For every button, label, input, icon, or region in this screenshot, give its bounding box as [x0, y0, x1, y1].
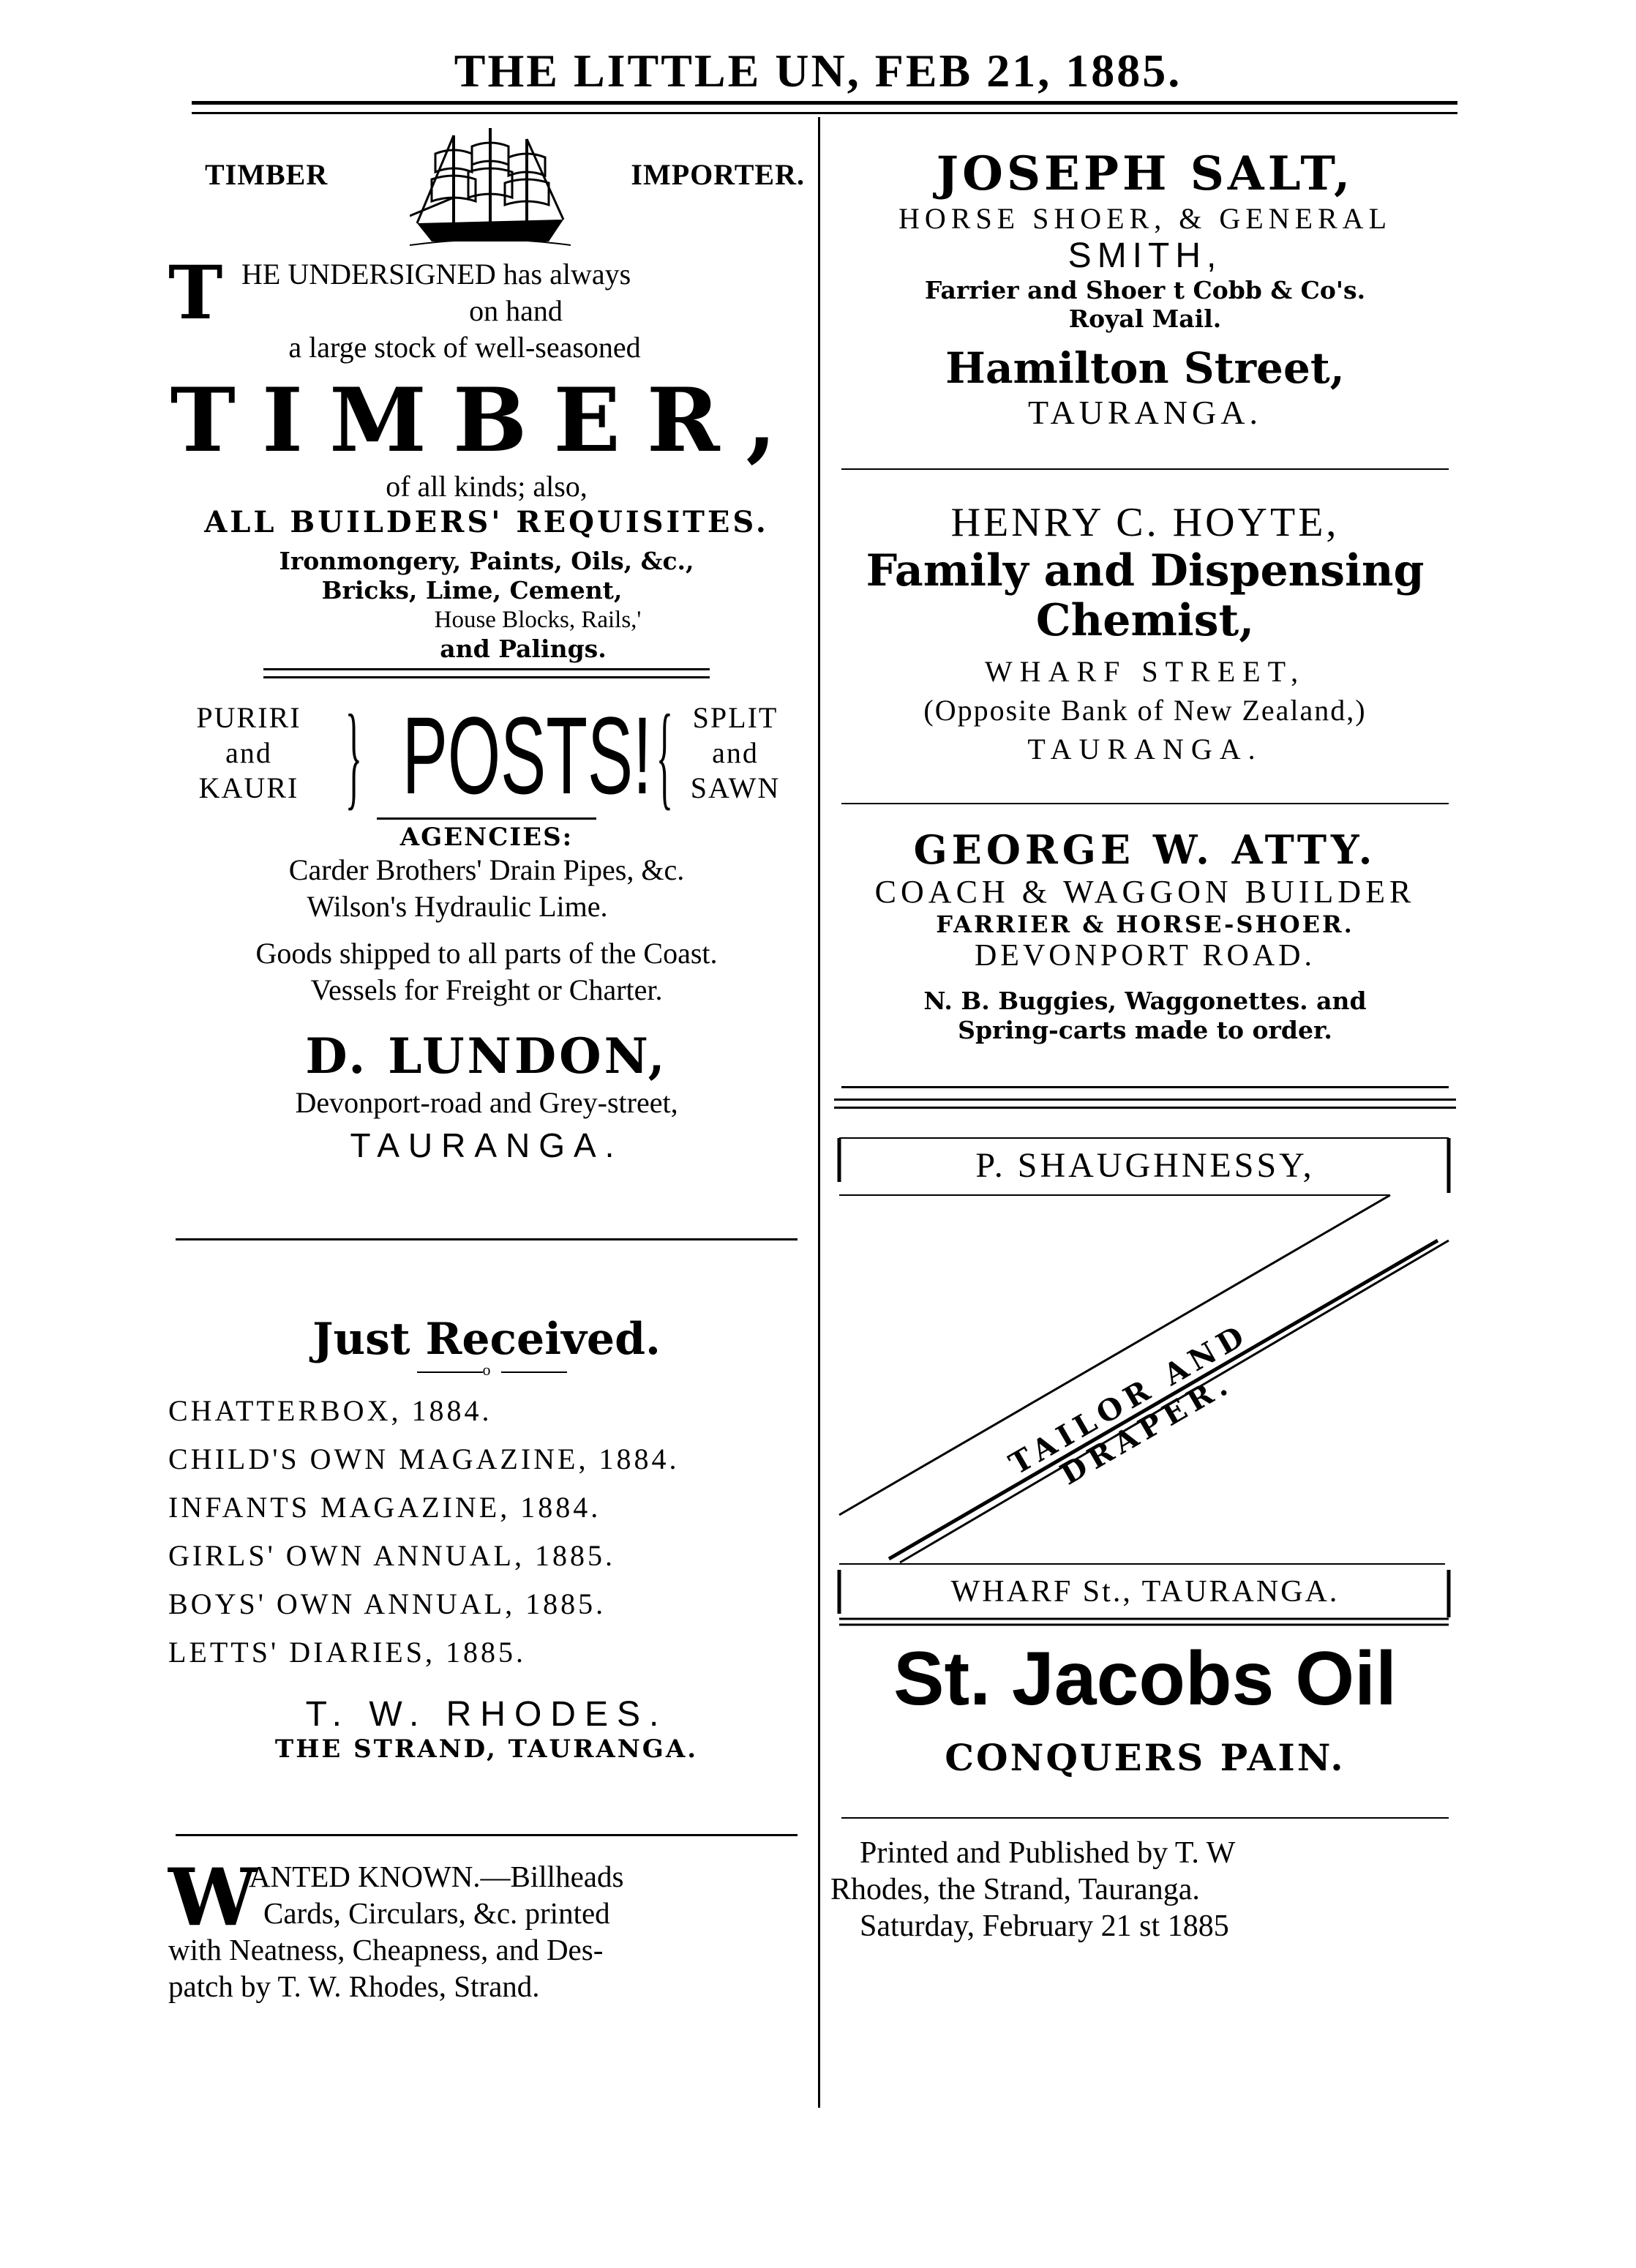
- section-rule-2: [176, 1834, 798, 1836]
- rhodes-address: THE STRAND, TAURANGA.: [274, 1734, 699, 1764]
- salt-trade: HORSE SHOER, & GENERAL: [898, 202, 1392, 235]
- shaughnessy-address: WHARF St., TAURANGA.: [950, 1575, 1340, 1609]
- salt-town: TAURANGA.: [1028, 394, 1262, 431]
- book-item-4: GIRLS' OWN ANNUAL, 1885.: [168, 1539, 615, 1572]
- intro-line-1: HE UNDERSIGNED has always: [241, 258, 631, 291]
- agencies-rule: [377, 817, 596, 820]
- items-line-1: Ironmongery, Paints, Oils, &c.,: [279, 547, 694, 575]
- right-rule-3: [841, 1086, 1449, 1088]
- kinds-line: of all kinds; also,: [386, 470, 588, 503]
- agency-1: Carder Brothers' Drain Pipes, &c.: [288, 853, 685, 886]
- lundon-town: TAURANGA.: [350, 1126, 623, 1164]
- shaughnessy-name: P. SHAUGHNESSY,: [975, 1146, 1315, 1185]
- timber-heading-left: TIMBER: [205, 158, 329, 191]
- items-line-4: and Palings.: [440, 635, 607, 663]
- lundon-name: D. LUNDON,: [305, 1028, 668, 1085]
- column-rule: [818, 117, 820, 2108]
- atty-name: GEORGE W. ATTY.: [913, 826, 1377, 873]
- right-rule-5: [841, 1817, 1449, 1819]
- goods-line: Goods shipped to all parts of the Coast.: [255, 937, 718, 970]
- posts-block: [168, 690, 805, 820]
- intro-line-2: on hand: [469, 294, 563, 327]
- shaughnessy-advertisement: [830, 1109, 1460, 1636]
- posts-rule: [263, 668, 710, 678]
- intro-line-3: a large stock of well-seasoned: [288, 331, 641, 364]
- wanted-line-3: with Neatness, Cheapness, and Des-: [168, 1933, 604, 1966]
- jacobs-advertisement: [830, 1636, 1460, 1779]
- masthead-rule: [192, 101, 1457, 114]
- right-rule-2: [841, 803, 1449, 804]
- salt-advertisement: [830, 146, 1460, 432]
- agencies-heading: AGENCIES:: [399, 823, 574, 852]
- salt-mail: Royal Mail.: [1068, 304, 1222, 333]
- imprint-line-1: Printed and Published by T. W: [860, 1836, 1236, 1870]
- imprint: [830, 1835, 1460, 1945]
- hoyte-line-2: Chemist,: [1035, 595, 1255, 646]
- wanted-line-4: patch by T. W. Rhodes, Strand.: [168, 1969, 540, 2003]
- salt-street: Hamilton Street,: [945, 343, 1345, 393]
- drop-cap-w: W: [168, 1852, 258, 1944]
- atty-advertisement: [830, 826, 1460, 1045]
- wanted-advertisement: [168, 1852, 805, 2005]
- hoyte-town: TAURANGA.: [1027, 733, 1263, 766]
- hoyte-name: HENRY C. HOYTE,: [950, 500, 1340, 545]
- wanted-line-2: Cards, Circulars, &c. printed: [263, 1896, 610, 1930]
- right-column: [830, 117, 1460, 1945]
- jacobs-name: St. Jacobs Oil: [893, 1636, 1397, 1721]
- posts-headline: POSTS!: [402, 694, 652, 817]
- book-item-5: BOYS' OWN ANNUAL, 1885.: [168, 1587, 607, 1620]
- salt-farrier: Farrier and Shoer t Cobb & Co's.: [924, 276, 1366, 304]
- timber-advertisement: [168, 117, 805, 1165]
- right-rule-4: [834, 1099, 1456, 1109]
- salt-name: JOSEPH SALT,: [936, 146, 1354, 201]
- agency-2: Wilson's Hydraulic Lime.: [307, 890, 608, 923]
- posts-right-3: SAWN: [690, 771, 781, 804]
- atty-trade: COACH & WAGGON BUILDER: [874, 874, 1416, 910]
- right-rule-1: [841, 468, 1449, 470]
- book-item-1: CHATTERBOX, 1884.: [168, 1394, 492, 1427]
- book-item-3: INFANTS MAGAZINE, 1884.: [168, 1491, 601, 1524]
- books-heading: Just Received.: [312, 1314, 661, 1365]
- hoyte-line-1: Family and Dispensing: [866, 545, 1425, 596]
- wanted-line-1: ANTED KNOWN.—Billheads: [249, 1860, 624, 1893]
- books-divider-mark: o: [482, 1361, 491, 1379]
- builders-line: ALL BUILDERS' REQUISITES.: [204, 505, 769, 539]
- book-item-2: CHILD'S OWN MAGAZINE, 1884.: [168, 1442, 680, 1475]
- timber-heading-right: IMPORTER.: [631, 158, 805, 191]
- jacobs-slogan: CONQUERS PAIN.: [945, 1736, 1346, 1779]
- items-line-3: House Blocks, Rails,': [434, 607, 642, 633]
- hoyte-advertisement: [830, 499, 1460, 766]
- vessels-line: Vessels for Freight or Charter.: [310, 973, 663, 1006]
- right-brace: {: [656, 690, 673, 820]
- posts-right-1: SPLIT: [692, 701, 778, 734]
- rhodes-name: T. W. RHODES.: [305, 1695, 668, 1734]
- section-rule-1: [176, 1238, 798, 1240]
- hoyte-opposite: (Opposite Bank of New Zealand,): [923, 694, 1367, 727]
- salt-smith: SMITH,: [1067, 236, 1223, 275]
- shaughnessy-diagonal: TAILOR AND DRAPER.: [1003, 1316, 1256, 1492]
- atty-nb-2: Spring-carts made to order.: [958, 1016, 1332, 1044]
- left-brace: }: [345, 690, 362, 820]
- posts-left-3: KAURI: [198, 771, 299, 804]
- atty-road: DEVONPORT ROAD.: [974, 939, 1316, 973]
- posts-left-2: and: [225, 736, 272, 769]
- timber-headline: TIMBER,: [170, 369, 803, 472]
- books-advertisement: [168, 1314, 805, 1764]
- imprint-line-2: Rhodes, the Strand, Tauranga.: [830, 1873, 1200, 1906]
- posts-left-1: PURIRI: [196, 701, 301, 734]
- atty-farrier: FARRIER & HORSE-SHOER.: [936, 910, 1354, 938]
- drop-cap-t: T: [168, 250, 223, 336]
- book-item-6: LETTS' DIARIES, 1885.: [168, 1636, 526, 1669]
- imprint-line-3: Saturday, February 21 st 1885: [860, 1909, 1229, 1943]
- left-column: [168, 117, 805, 2005]
- lundon-address: Devonport-road and Grey-street,: [295, 1086, 678, 1119]
- sailing-ship-icon: [410, 124, 571, 249]
- posts-right-2: and: [712, 736, 759, 769]
- masthead-title: THE LITTLE UN, FEB 21, 1885.: [454, 45, 1182, 97]
- atty-nb-1: N. B. Buggies, Waggonettes. and: [923, 987, 1367, 1015]
- items-line-2: Bricks, Lime, Cement,: [321, 576, 623, 605]
- hoyte-street: WHARF STREET,: [984, 655, 1306, 688]
